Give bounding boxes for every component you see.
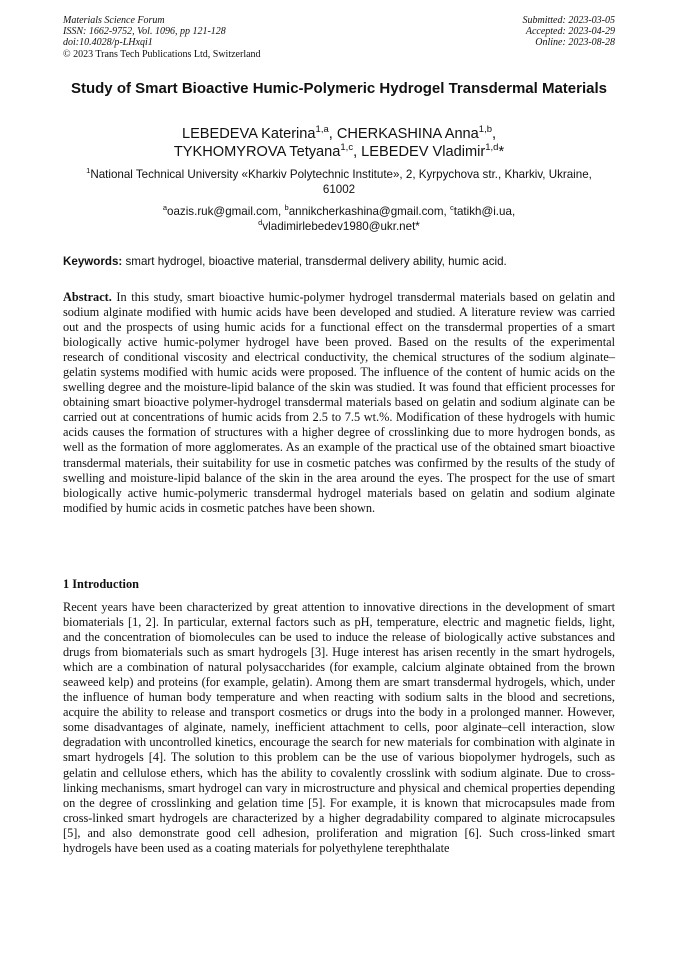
date-accepted: Accepted: 2023-04-29 [525, 26, 615, 38]
date-submitted: Submitted: 2023-03-05 [522, 15, 615, 26]
keywords-label: Keywords: [63, 255, 123, 268]
section-body: Recent years have been characterized by great attention to innovative directions in the development of smart biomaterials [1, 2]. In particular, external factors such as pH, temperature, electric and magnetic fields, light, and the concentration of biomolecules can be used to induce the release of biologically active substances and drugs from biomaterials such as smart hydrogels [3]. Huge interest has arisen recently in the smart hydrogels, which are a combination of natural polysaccharides (for example, calcium alginate obtained from the brown seaweed kelp) and proteins (for example, gelatin). Among them are smart transdermal hydrogels, which, under the influence of human body temperature and when reacting with sodium salts in the blood and secretions, acquire the ability to release and transport cosmetics or drugs into the body in a prolonged manner. However, some disadvantages of alginate, namely, inefficient attachment to cells, poor alginate–cell interaction, slow degradation with uncontrolled kinetics, encourage the search for new materials for combination with alginate in smart hydrogels [4]. The solution to this problem can be the use of various biopolymer hydrogels, such as gelatin and cellulose ethers, which has the ability to covalently crosslink with sodium alginate. Due to cross-linking mechanisms, smart hydrogel can vary in microstructure and physical and chemical properties depending on the degree of crosslinking and gelation time [5]. For example, it is known that microcapsules made from cross-linked smart hydrogels are characterized by a higher degradability compared to alginate microcapsules [5], and also demonstrate good cell adhesion, proliferation and migration [6]. Such cross-linked smart hydrogels have been used as a coating materials for polyethylene terephthalate [63, 600, 615, 855]
keywords-text: smart hydrogel, bioactive material, transdermal delivery ability, humic acid. [122, 255, 507, 268]
author-separator: , [353, 144, 362, 161]
journal-doi: doi:10.4028/p-LHxqi1 [63, 37, 153, 49]
journal-info [63, 15, 261, 60]
author-affiliation-mark: 1,d [485, 142, 499, 154]
journal-issn: ISSN: 1662-9752, Vol. 1096, pp 121-128 [63, 26, 226, 38]
author-affiliation-mark: 1,a [315, 124, 329, 136]
author-name: TYKHOMYROVA Tetyana [173, 144, 341, 161]
email-mark: a [162, 203, 168, 213]
abstract [63, 290, 615, 516]
author-separator: , [491, 126, 497, 142]
paper-title: Study of Smart Bioactive Humic-Polymeric Hydrogel Transdermal Materials [70, 80, 607, 97]
author-name: LEBEDEVA Katerina [181, 126, 316, 142]
affiliation [80, 168, 598, 198]
email-list [80, 205, 598, 235]
date-online: Online: 2023-08-28 [535, 37, 615, 49]
affiliation-text: National Technical University «Kharkiv Polytechnic Institute», 2, Kyrpychova str., Kharkiv, Ukraine, 61002 [90, 168, 592, 196]
email-separator: , [511, 205, 516, 218]
journal-copyright: © 2023 Trans Tech Publications Ltd, Switzerland [63, 48, 261, 60]
abstract-label: Abstract. [63, 290, 112, 304]
email-address: oazis.ruk@gmail.com [167, 205, 279, 218]
journal-name: Materials Science Forum [63, 15, 165, 26]
email-separator: , [443, 205, 450, 218]
email-address: tatikh@i.ua [453, 205, 512, 218]
email-separator: * [415, 219, 420, 233]
author-list [63, 125, 615, 162]
email-separator: , [278, 205, 285, 218]
email-address: annikcherkashina@gmail.com [288, 205, 444, 218]
email-address: vladimirlebedev1980@ukr.net [262, 219, 416, 233]
author-affiliation-mark: 1,b [478, 124, 492, 136]
publication-dates [523, 15, 616, 49]
author-name: LEBEDEV Vladimir [361, 144, 486, 161]
section-heading: 1 Introduction [63, 577, 139, 591]
author-name: CHERKASHINA Anna [336, 126, 479, 142]
author-affiliation-mark: 1,c [340, 142, 354, 154]
email-mark: d [258, 217, 263, 227]
page-header [63, 15, 615, 60]
keywords [63, 255, 615, 269]
author-separator: , [328, 126, 337, 142]
abstract-text: In this study, smart bioactive humic-polymer hydrogel transdermal materials based on gelatin and sodium alginate modified with humic acids have been developed and studied. A literature review was carried out and the prospects of using humic acids for a functional effect on the transdermal properties of a smart biologically active humic-polymer hydrogel have been proved. Based on the results of the experimental research of conditional viscosity and electrical conductivity, the chemical structures of the sodium alginate–gelatin systems modified with humic acids were proposed. The influence of the content of humic acids on the swelling degree and the moisture-lipid balance of the skin was studied. It was found that efficient processes for obtaining smart bioactive polymer-hydrogel transdermal materials based on gelatin and sodium alginate can be carried out at concentrations of humic acids from 2.5 to 7.5 wt.%. Modification of these hydrogels with humic acids causes the formation of structures with a higher degree of crosslinking due to more hydrogen bonds, as well as the formation of more agglomerates. As an example of the practical use of the obtained smart bioactive transdermal materials, their suitability for use in cosmetic patches was confirmed by the results of the study of swelling and moisture-lipid balance of the skin in the area around the eyes. The prospect for the use of smart biologically active humic-polymeric transdermal hydrogel materials based on gelatin and sodium alginate modified by humic acids in cosmetic patches have been shown. [63, 290, 615, 515]
email-mark: c [449, 203, 454, 213]
author-separator: * [498, 144, 505, 161]
email-mark: b [284, 203, 289, 213]
affiliation-mark: 1 [86, 166, 91, 176]
